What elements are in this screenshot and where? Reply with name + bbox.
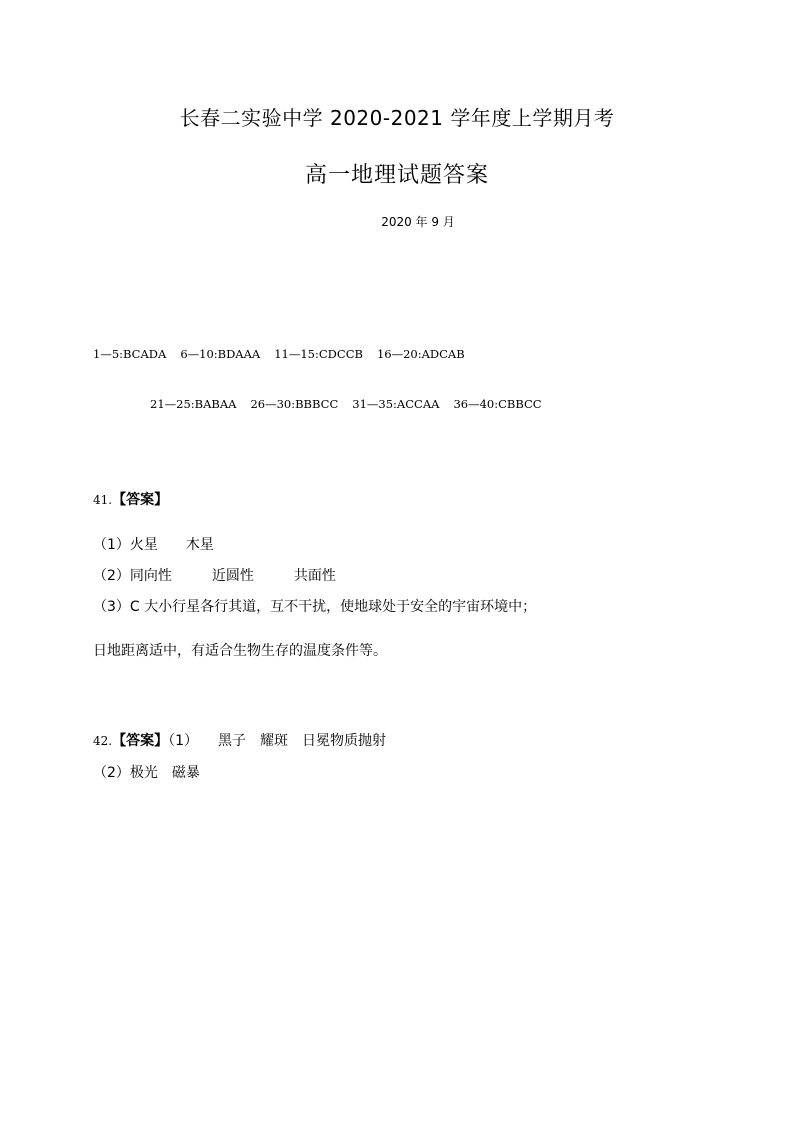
q42-part2-answer-b: 磁暴: [171, 765, 200, 781]
answer-sheet-title: 高一地理试题答案: [304, 163, 489, 188]
mc-answer-group: 26—30:BBBCC: [250, 397, 339, 411]
mc-answers-row-2: [150, 397, 556, 411]
q42-part-2: [93, 762, 200, 782]
mc-answer-group: 21—25:BABAA: [150, 397, 237, 411]
q42-part1-answer-a: 黑子: [218, 733, 247, 749]
q41-part3-number: （3）: [93, 599, 130, 615]
q41-part2-number: （2）: [93, 568, 130, 584]
mc-answer-group: 31—35:ACCAA: [352, 397, 440, 411]
mc-answers-row-1: [93, 347, 479, 361]
q42-part1-answer-c: 日冕物质抛射: [302, 733, 387, 749]
q41-part-3-continued: 日地距离适中，有适合生物生存的温度条件等。: [93, 643, 387, 659]
q41-part2-answer-a: 同向性: [129, 568, 172, 584]
q42-answer-label: 【答案】: [112, 733, 169, 749]
mc-answer-group: 11—15:CDCCB: [274, 347, 363, 361]
q41-part-1: [93, 534, 214, 554]
exam-date: 2020 年 9 月: [381, 215, 455, 229]
q42-number: 42.: [93, 734, 113, 748]
mc-answer-group: 36—40:CBBCC: [453, 397, 542, 411]
school-exam-title: 长春二实验中学 2020-2021 学年度上学期月考: [179, 106, 615, 130]
q42-part2-answer-a: 极光: [129, 765, 158, 781]
mc-answer-group: 6—10:BDAAA: [180, 347, 261, 361]
q41-part-3: [93, 596, 536, 616]
mc-answer-group: 16—20:ADCAB: [376, 347, 465, 361]
q41-number: 41.: [93, 493, 113, 507]
q41-answer-label: 【答案】: [112, 492, 169, 508]
q42-part2-number: （2）: [93, 765, 130, 781]
q41-part1-number: （1）: [93, 537, 130, 553]
mc-answer-group: 1—5:BCADA: [93, 347, 167, 361]
q41-part1-answer-a: 火星: [129, 537, 158, 553]
q42-part1-answer-b: 耀斑: [260, 733, 289, 749]
q42-part1-number: （1）: [168, 733, 199, 749]
q41-part3-answer: C 大小行星各行其道，互不干扰，使地球处于安全的宇宙环境中；: [129, 599, 537, 615]
q41-part1-answer-b: 木星: [185, 537, 214, 553]
q42-heading: [93, 730, 386, 750]
q41-heading: [93, 489, 168, 509]
q41-part-2: [93, 565, 336, 585]
q41-part2-answer-c: 共面性: [293, 568, 336, 584]
q41-part2-answer-b: 近圆性: [211, 568, 254, 584]
